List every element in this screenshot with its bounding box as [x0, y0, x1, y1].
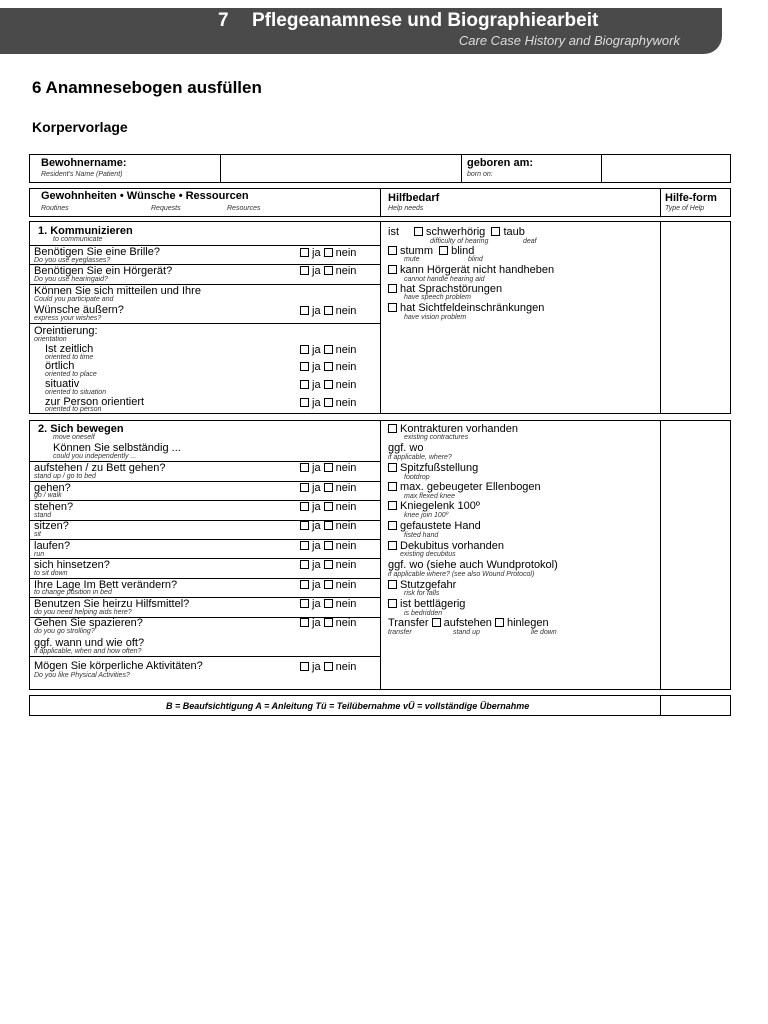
s2-q1-en: stand up / go to bed — [34, 473, 96, 480]
s2-q6-en: to sit down — [34, 570, 68, 577]
s1-o1-en: oriented to time — [45, 354, 94, 361]
s2-q6-choice[interactable]: ja nein — [300, 560, 356, 571]
s2-r11[interactable]: Transfer aufstehen hinlegen — [388, 617, 549, 629]
s1-ist: ist — [388, 226, 399, 238]
s2-title: 2. Sich bewegen — [38, 423, 124, 435]
s1-o1: Ist zeitlich — [45, 343, 94, 355]
s2-r7[interactable]: Dekubitus vorhanden — [388, 541, 504, 552]
legend-text: B = Beaufsichtigung A = Anleitung Tü = Teilübernahme vÜ = vollständige Übernahme — [166, 701, 530, 711]
born-label: geboren am: — [467, 157, 534, 169]
s1-o2: örtlich — [45, 360, 75, 372]
s2-r8: ggf. wo (siehe auch Wundprotokol) — [388, 559, 558, 571]
s2-q4: sitzen? — [34, 520, 69, 532]
s2-intro-en: could you independently ... — [53, 453, 137, 460]
chapter-subtitle: Care Case History and Biographywork — [458, 33, 680, 48]
section-heading: 6 Anamnesebogen ausfüllen — [32, 78, 262, 97]
s1-q2-en: Do you use hearingaid? — [34, 276, 108, 283]
s2-q2: gehen? — [34, 482, 71, 494]
s2-r7-en: existing decubitus — [400, 551, 456, 558]
s1-o3-en: oriented to situation — [45, 389, 107, 396]
s2-r5-en: knee join 100º — [404, 512, 449, 519]
s2-q9-choice[interactable]: ja nein — [300, 618, 356, 629]
s1-q3b: Wünsche äußern? — [34, 304, 124, 316]
s2-r3[interactable]: Spitzfußstellung — [388, 463, 478, 474]
s2-intro: Können Sie selbständig ... — [53, 442, 181, 454]
s2-q8-choice[interactable]: ja nein — [300, 599, 356, 610]
s2-r8-en: if applicable where? (see also Wound Protocol) — [388, 571, 535, 578]
s2-q7-choice[interactable]: ja nein — [300, 580, 356, 591]
s1-title: 1. Kommunizieren — [38, 225, 133, 237]
s1-r5[interactable]: hat Sichtfeldeinschränkungen — [388, 303, 544, 314]
sub-heading: Korpervorlage — [32, 119, 128, 135]
s2-r9-en: risk for falls — [404, 590, 440, 597]
s2-q5: laufen? — [34, 540, 71, 552]
s1-r1-en1: difficulty of hearing — [430, 238, 489, 245]
s2-r5[interactable]: Kniegelenk 100º — [388, 501, 480, 512]
s1-q3a-en: Could you participate and — [34, 296, 114, 303]
s1-q3a: Können Sie sich mitteilen und Ihre — [34, 285, 201, 297]
s2-r10-en: is bedridden — [404, 610, 443, 617]
s1-q2: Benötigen Sie ein Hörgerät? — [34, 265, 173, 277]
resident-name-en: Resident's Name (Patient) — [41, 171, 123, 178]
s2-r3-en: footdrop — [404, 474, 430, 481]
s2-q3-choice[interactable]: ja nein — [300, 502, 356, 513]
s2-q5-choice[interactable]: ja nein — [300, 541, 356, 552]
born-en: born on: — [467, 171, 493, 178]
s2-q1: aufstehen / zu Bett gehen? — [34, 462, 166, 474]
s2-q3-en: stand — [34, 512, 52, 519]
s2-r6-en: fisted hand — [404, 532, 439, 539]
s1-r1-en2: deaf — [523, 238, 537, 245]
s2-r11-en2: stand up — [453, 629, 480, 636]
s1-o4-en: oriented to person — [45, 406, 102, 413]
s1-r2-en2: blind — [468, 256, 483, 263]
s2-r10[interactable]: ist bettlägerig — [388, 599, 465, 610]
s2-q2-en: go / walk — [34, 492, 62, 499]
col-resources-en: Resources — [227, 205, 261, 212]
s1-r4-en: have speech problem — [404, 294, 471, 301]
col-routines: Gewohnheiten • Wünsche • Ressourcen — [41, 190, 249, 202]
s2-r2: ggf. wo — [388, 442, 424, 454]
col-routines-en: Routines — [41, 205, 69, 212]
col-help-type-en: Type of Help — [665, 205, 705, 212]
s1-q1-en: Do you use eyeglasses? — [34, 257, 111, 264]
s1-o1-choice[interactable]: ja nein — [300, 345, 356, 356]
s2-q8: Benutzen Sie heirzu Hilfsmittel? — [34, 598, 190, 610]
s2-r1-en: existing contractures — [404, 434, 469, 441]
chapter-title: Pflegeanamnese und Biographiearbeit — [252, 10, 599, 31]
resident-name-field[interactable] — [222, 156, 459, 181]
s1-r2[interactable]: stumm blind — [388, 246, 474, 257]
s2-q11-en: Do you like Physical Activities? — [34, 672, 130, 679]
s1-o2-choice[interactable]: ja nein — [300, 362, 356, 373]
s2-r9[interactable]: Stutzgefahr — [388, 580, 456, 591]
s1-orient-en: orientation — [34, 336, 67, 343]
chapter-header — [0, 8, 722, 54]
s1-r4[interactable]: hat Sprachstörungen — [388, 284, 502, 295]
s2-q10-en: if applicable, when and how often? — [34, 648, 142, 655]
s2-q7: Ihre Lage Im Bett verändern? — [34, 579, 178, 591]
s2-q3: stehen? — [34, 501, 74, 513]
s1-q2-choice[interactable]: ja nein — [300, 266, 356, 277]
s1-r5-en: have vision problem — [404, 314, 467, 321]
s1-o4: zur Person orientiert — [45, 396, 145, 408]
s2-q9-en: do you go strolling? — [34, 628, 95, 635]
col-help-needs-en: Help needs — [388, 205, 424, 212]
s2-q11-choice[interactable]: ja nein — [300, 662, 356, 673]
s2-q4-en: sit — [34, 531, 41, 538]
col-requests-en: Requests — [151, 205, 181, 212]
s1-o4-choice[interactable]: ja nein — [300, 398, 356, 409]
s2-r6[interactable]: gefaustete Hand — [388, 521, 481, 532]
s2-q5-en: run — [34, 551, 45, 558]
s1-q3-choice[interactable]: ja nein — [300, 306, 356, 317]
s1-r3-en: cannot handle hearing aid — [404, 276, 485, 283]
s1-o3-choice[interactable]: ja nein — [300, 380, 356, 391]
s2-r4[interactable]: max. gebeugeter Ellenbogen — [388, 482, 541, 493]
s2-q6: sich hinsetzen? — [34, 559, 110, 571]
resident-name-label: Bewohnername: — [41, 157, 127, 169]
s1-r2-en1: mute — [404, 256, 420, 263]
s2-r1[interactable]: Kontrakturen vorhanden — [388, 424, 518, 435]
s1-orient: Oreintierung: — [34, 325, 98, 337]
s1-o2-en: oriented to place — [45, 371, 97, 378]
s2-q1-choice[interactable]: ja nein — [300, 463, 356, 474]
born-field[interactable] — [603, 156, 729, 181]
s2-title-en: move oneself — [53, 434, 95, 441]
s2-q8-en: do you need helping aids here? — [34, 609, 132, 616]
s2-q2-choice[interactable]: ja nein — [300, 483, 356, 494]
s1-o3: situativ — [45, 378, 80, 390]
s2-q11: Mögen Sie körperliche Aktivitäten? — [34, 660, 203, 672]
col-help-needs: Hilfbedarf — [388, 192, 440, 204]
s2-q10: ggf. wann und wie oft? — [34, 637, 145, 649]
s2-r11-en3: lie down — [531, 629, 557, 636]
s1-q1-choice[interactable]: ja nein — [300, 248, 356, 259]
s1-q1: Benötigen Sie eine Brille? — [34, 246, 160, 258]
s2-r4-en: max flexed knee — [404, 493, 455, 500]
s2-q9: Gehen Sie spazieren? — [34, 617, 143, 629]
s2-r11-en1: transfer — [388, 629, 412, 636]
col-help-type: Hilfe-form — [665, 192, 717, 204]
s1-r3[interactable]: kann Hörgerät nicht handheben — [388, 265, 554, 276]
chapter-number: 7 — [218, 10, 229, 31]
s1-r1[interactable]: schwerhörig taub — [414, 227, 525, 238]
s2-q4-choice[interactable]: ja nein — [300, 521, 356, 532]
s1-q3b-en: express your wishes? — [34, 315, 102, 322]
s2-q7-en: to change position in bed — [34, 589, 112, 596]
s2-r2-en: if applicable, where? — [388, 454, 452, 461]
s1-title-en: to communicate — [53, 236, 103, 243]
